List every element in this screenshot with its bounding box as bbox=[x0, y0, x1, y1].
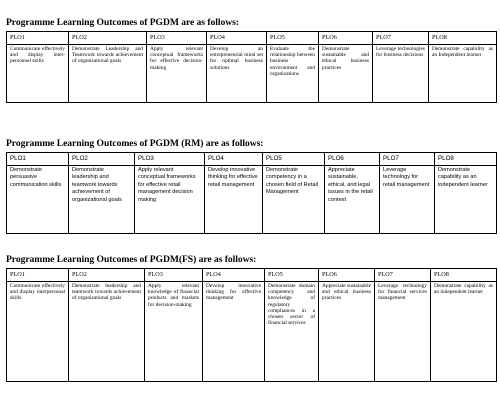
column-header: PLO8 bbox=[431, 269, 497, 282]
table-row bbox=[7, 282, 497, 382]
column-header: PLO6 bbox=[325, 153, 380, 166]
column-header: PLO6 bbox=[319, 269, 375, 282]
table-cell: Demonstrate persuasive communication skills bbox=[7, 166, 69, 234]
column-header: PLO3 bbox=[145, 269, 203, 282]
table-cell: Communicate effectively and display inter-personnel skills bbox=[7, 45, 69, 103]
column-header: PLO5 bbox=[263, 153, 325, 166]
table-cell: Demonstrate capability as an independent learner bbox=[431, 282, 497, 382]
column-header: PLO4 bbox=[205, 153, 263, 166]
column-header: PLO8 bbox=[435, 153, 497, 166]
table-cell: Apply relevant conceptual frameworks for effective decision-making bbox=[147, 45, 207, 103]
column-header: PLO7 bbox=[373, 32, 429, 45]
table-header-row bbox=[7, 32, 497, 45]
column-header: PLO1 bbox=[7, 269, 69, 282]
table-cell: Develop an entrepreneurial mind set for optimal business solutions bbox=[207, 45, 267, 103]
column-header: PLO2 bbox=[69, 153, 135, 166]
table-cell: Communicate effectively and display interpersonal skills bbox=[7, 282, 69, 382]
table-cell: Develop innovative thinking for effective retail management bbox=[205, 166, 263, 234]
column-header: PLO4 bbox=[203, 269, 265, 282]
table-cell: Evaluate the relationship between business environment and organizations bbox=[267, 45, 319, 103]
column-header: PLO3 bbox=[147, 32, 207, 45]
plo-section-pgdm-rm bbox=[6, 138, 496, 234]
plo-section-pgdm-fs bbox=[6, 254, 496, 382]
column-header: PLO1 bbox=[7, 32, 69, 45]
table-header-row bbox=[7, 153, 497, 166]
plo-table-pgdm bbox=[6, 31, 497, 103]
column-header: PLO5 bbox=[265, 269, 319, 282]
table-header-row bbox=[7, 269, 497, 282]
table-cell: Leverage technology for retail management bbox=[380, 166, 435, 234]
table-cell: Leverage technologies for business decisions bbox=[373, 45, 429, 103]
table-cell: Demonstrate domain competency and knowledge of regulatory compliances in a chosen sector of financial services bbox=[265, 282, 319, 382]
column-header: PLO4 bbox=[207, 32, 267, 45]
table-cell: Apply relevant conceptual frameworks for effective retail management decision making bbox=[135, 166, 205, 234]
table-cell: Apply relevant knowledge of financial products and markets for decision-making bbox=[145, 282, 203, 382]
section-heading: Programme Learning Outcomes of PGDM(FS) are as follows: bbox=[6, 254, 257, 265]
column-header: PLO8 bbox=[429, 32, 497, 45]
column-header: PLO6 bbox=[319, 32, 373, 45]
column-header: PLO2 bbox=[69, 32, 147, 45]
section-heading: Programme Learning Outcomes of PGDM (RM) are as follows: bbox=[6, 138, 264, 149]
table-cell: Develop innovative thinking for effective management bbox=[203, 282, 265, 382]
plo-table-pgdm-rm bbox=[6, 152, 497, 234]
table-cell: Leverage technology for financial services management bbox=[375, 282, 431, 382]
table-cell: Demonstrate leadership and teamwork towards achievement of organizational goals bbox=[69, 166, 135, 234]
table-cell: Demonstrate capability as an Independent learner bbox=[429, 45, 497, 103]
table-row bbox=[7, 45, 497, 103]
table-cell: Demonstrate Leadership and Teamwork towards achievement of organizational goals bbox=[69, 45, 147, 103]
column-header: PLO1 bbox=[7, 153, 69, 166]
table-row bbox=[7, 166, 497, 234]
table-cell: Demonstrate sustainable and ethical business practices bbox=[319, 45, 373, 103]
plo-table-pgdm-fs bbox=[6, 268, 497, 382]
table-cell: Appreciate sustainable and ethical business practices bbox=[319, 282, 375, 382]
table-cell: Appreciate sustainable, ethical, and legal issues in the retail context bbox=[325, 166, 380, 234]
column-header: PLO3 bbox=[135, 153, 205, 166]
table-cell: Demonstrate capability as an independent learner bbox=[435, 166, 497, 234]
column-header: PLO5 bbox=[267, 32, 319, 45]
column-header: PLO7 bbox=[375, 269, 431, 282]
section-heading: Programme Learning Outcomes of PGDM are as follows: bbox=[6, 17, 239, 28]
table-cell: Demonstrate leadership and teamwork towards achievement of organizational goals bbox=[69, 282, 145, 382]
column-header: PLO7 bbox=[380, 153, 435, 166]
table-cell: Demonstrate competency in a chosen field of Retail Management bbox=[263, 166, 325, 234]
plo-section-pgdm bbox=[6, 17, 496, 103]
column-header: PLO2 bbox=[69, 269, 145, 282]
